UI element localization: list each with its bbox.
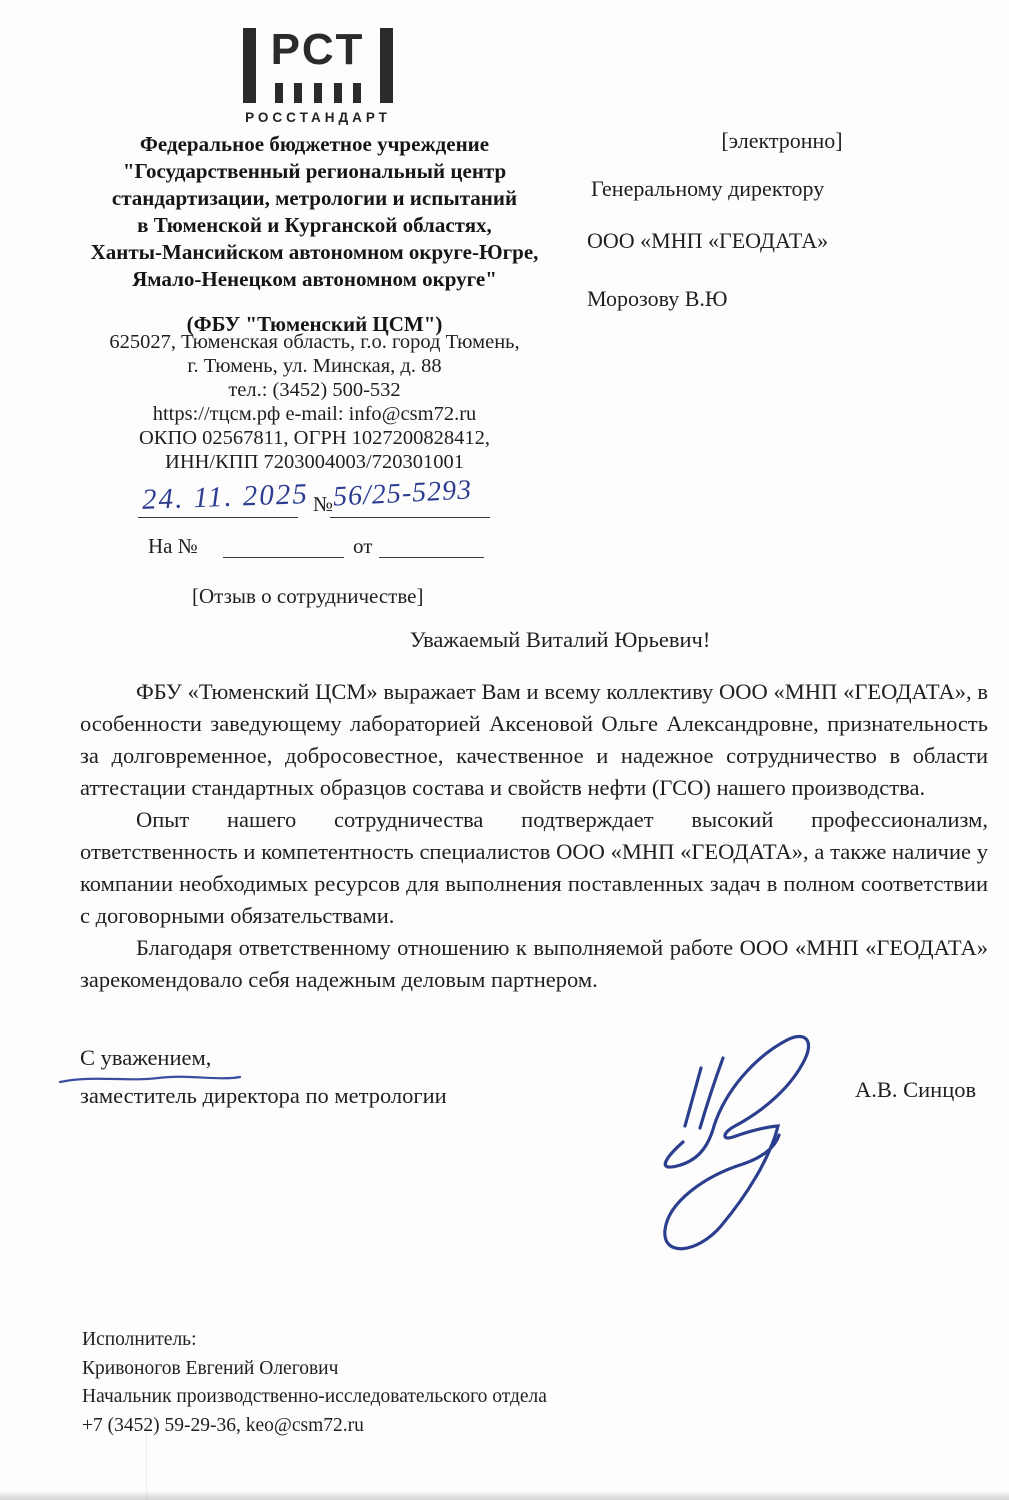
logo-caption: РОССТАНДАРТ (245, 110, 391, 125)
subject-line: [Отзыв о сотрудничестве] (192, 584, 424, 608)
org-name-block (62, 131, 567, 337)
logo-right-bar-icon (380, 28, 393, 103)
scan-bottom-shadow (0, 1490, 1009, 1500)
handwritten-date: 24. 11. 2025 (141, 478, 310, 516)
org-name-line: Ямало-Ненецком автономном округе" (132, 267, 497, 291)
logo-ticks-icon (271, 83, 366, 103)
handwritten-signature-icon (635, 1030, 895, 1260)
body-paragraph: ФБУ «Тюменский ЦСМ» выражает Вам и всему коллективу ООО «МНП «ГЕОДАТА», в особенности заведующему лабораторией Аксеновой Ольге Александровне, признательность за долговременное, добросовестное, качественное и надежное сотрудничество в области аттестации стандартных образцов состава и свойств нефти (ГСО) нашего производства. (80, 679, 988, 800)
executor-label: Исполнитель: (82, 1329, 197, 1350)
recipient-person: Морозову В.Ю (587, 286, 728, 311)
org-name-line: "Государственный региональный центр (122, 159, 507, 183)
reply-to-number-label: На № (148, 534, 198, 558)
website-email-line: https://тцсм.рф e-mail: info@csm72.ru (152, 403, 477, 425)
org-name-line: в Тюменской и Курганской областях, (137, 213, 492, 237)
okpo-ogrn-line: ОКПО 02567811, ОГРН 1027200828412, (138, 427, 491, 449)
number-sign-label: № (313, 492, 334, 516)
signer-name: А.В. Синцов (855, 1077, 977, 1102)
handwritten-outgoing-number: 56/25-5293 (332, 474, 473, 513)
org-name-line: Федеральное бюджетное учреждение (139, 132, 490, 156)
number-underline (330, 517, 490, 518)
closing-phrase: С уважением, (80, 1045, 212, 1070)
body-paragraph: Благодаря ответственному отношению к выполняемой работе ООО «МНП «ГЕОДАТА» зарекомендовало себя надежным деловым партнером. (80, 935, 988, 992)
reply-from-label: от (353, 534, 373, 558)
address-line: 625027, Тюменская область, г.о. город Тюмень, (109, 331, 520, 353)
org-name-line: Ханты-Мансийском автономном округе-Югре, (90, 240, 539, 264)
org-name-line: стандартизации, метрологии и испытаний (111, 186, 518, 210)
inn-kpp-line: ИНН/КПП 7203004003/720301001 (165, 451, 464, 473)
date-underline (138, 517, 298, 518)
delivery-method-note: [электронно] (721, 128, 843, 153)
address-line: г. Тюмень, ул. Минская, д. 88 (187, 355, 442, 377)
phone-line: тел.: (3452) 500-532 (228, 379, 401, 401)
executor-contact: +7 (3452) 59-29-36, keo@csm72.ru (82, 1414, 364, 1436)
body-paragraph: Опыт нашего сотрудничества подтверждает высокий профессионализм, ответственность и компетентность специалистов ООО «МНП «ГЕОДАТА», а также наличие у компании необходимых ресурсов для выполнения поставленных задач в полном соответствии с договорными обязательствами. (80, 807, 988, 928)
rst-logo-mark (243, 25, 393, 103)
letter-body (80, 676, 988, 996)
executor-block (82, 1326, 547, 1440)
executor-position: Начальник производственно-исследовательского отдела (82, 1386, 547, 1407)
reply-number-blank (223, 557, 344, 558)
reply-date-blank (379, 557, 484, 558)
logo-letters: РСТ (270, 25, 366, 74)
executor-name: Кривоногов Евгений Олегович (82, 1357, 339, 1379)
signer-position: заместитель директора по метрологии (80, 1083, 447, 1108)
org-short-name: (ФБУ "Тюменский ЦСМ") (186, 312, 443, 336)
recipient-title: Генеральному директору (591, 176, 825, 201)
logo-left-bar-icon (243, 28, 256, 103)
salutation: Уважаемый Виталий Юрьевич! (409, 627, 711, 652)
org-address-block (62, 330, 567, 474)
recipient-company: ООО «МНП «ГЕОДАТА» (587, 228, 829, 253)
rosstandart-logo (243, 25, 393, 125)
